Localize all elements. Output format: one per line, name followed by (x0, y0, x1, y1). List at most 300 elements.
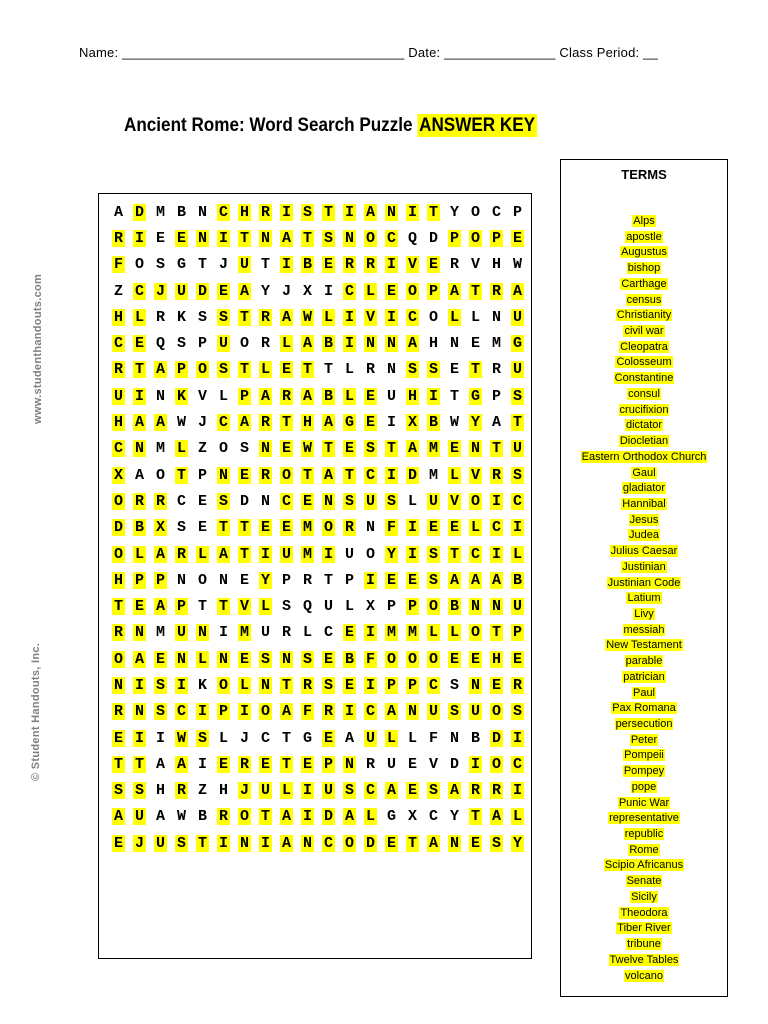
grid-cell (360, 225, 381, 251)
grid-letter: T (386, 440, 396, 458)
grid-letter: X (113, 466, 123, 484)
grid-cell (423, 252, 444, 278)
term-label: Jesus (629, 513, 659, 526)
grid-cell (192, 304, 213, 330)
grid-cell (465, 199, 486, 225)
term-label: Justinian Code (607, 576, 681, 589)
grid-cell (339, 646, 360, 672)
grid-letter: Y (260, 282, 270, 300)
grid-letter: R (281, 387, 291, 405)
grid-cell (108, 436, 129, 462)
grid-letter: R (365, 361, 375, 379)
grid-letter: O (218, 440, 228, 458)
grid-letter: Y (260, 571, 270, 589)
grid-letter: E (428, 256, 438, 274)
term-label: Julius Caesar (610, 545, 678, 558)
grid-letter: T (113, 598, 123, 616)
grid-letter: N (218, 571, 228, 589)
grid-letter: N (134, 624, 144, 642)
grid-cell (507, 541, 528, 567)
grid-letter: C (365, 703, 375, 721)
term-item (560, 858, 728, 874)
term-item (560, 403, 728, 419)
grid-letter: E (344, 676, 354, 694)
grid-cell (171, 778, 192, 804)
grid-cell (234, 278, 255, 304)
grid-cell (465, 804, 486, 830)
grid-cell (444, 830, 465, 856)
grid-letter: E (218, 755, 228, 773)
grid-letter: F (113, 256, 123, 274)
grid-cell (192, 199, 213, 225)
grid-cell (402, 830, 423, 856)
grid-letter: I (407, 519, 417, 537)
grid-letter: P (197, 466, 207, 484)
grid-letter: A (281, 808, 291, 826)
grid-letter: C (344, 282, 354, 300)
grid-cell (444, 593, 465, 619)
grid-letter: S (176, 519, 186, 537)
grid-cell (381, 804, 402, 830)
term-item (560, 371, 728, 387)
grid-cell (402, 330, 423, 356)
grid-letter: N (197, 624, 207, 642)
grid-cell (129, 199, 150, 225)
grid-cell (465, 488, 486, 514)
term-item (560, 340, 728, 356)
grid-cell (402, 462, 423, 488)
grid-letter: D (113, 519, 123, 537)
grid-cell (360, 646, 381, 672)
grid-letter: L (344, 387, 354, 405)
grid-letter: H (155, 782, 165, 800)
grid-cell (465, 725, 486, 751)
grid-letter: R (155, 308, 165, 326)
grid-cell (444, 515, 465, 541)
grid-cell (255, 672, 276, 698)
grid-cell (381, 515, 402, 541)
grid-cell (171, 278, 192, 304)
grid-cell (129, 830, 150, 856)
grid-letter: P (512, 624, 522, 642)
grid-letter: M (239, 624, 249, 642)
grid-letter: E (449, 361, 459, 379)
grid-cell (423, 462, 444, 488)
grid-cell (234, 672, 255, 698)
grid-letter: U (323, 782, 333, 800)
grid-cell (192, 567, 213, 593)
grid-letter: B (176, 203, 186, 221)
grid-cell (192, 778, 213, 804)
grid-letter: S (176, 834, 186, 852)
grid-cell (318, 778, 339, 804)
grid-letter: O (323, 519, 333, 537)
grid-letter: N (176, 571, 186, 589)
grid-cell (150, 225, 171, 251)
grid-letter: E (302, 492, 312, 510)
grid-cell (339, 409, 360, 435)
grid-letter: D (323, 808, 333, 826)
grid-letter: E (197, 519, 207, 537)
grid-cell (444, 672, 465, 698)
grid-cell (381, 778, 402, 804)
grid-letter: G (512, 335, 522, 353)
grid-cell (234, 646, 255, 672)
grid-cell (423, 567, 444, 593)
grid-cell (486, 409, 507, 435)
grid-cell (192, 725, 213, 751)
term-label: Punic War (618, 796, 670, 809)
term-label: Diocletian (619, 435, 669, 448)
grid-letter: R (365, 256, 375, 274)
grid-cell (507, 225, 528, 251)
grid-cell (150, 778, 171, 804)
term-item (560, 544, 728, 560)
grid-letter: I (281, 256, 291, 274)
grid-cell (297, 488, 318, 514)
grid-cell (381, 252, 402, 278)
grid-letter: S (323, 676, 333, 694)
grid-letter: L (197, 545, 207, 563)
grid-cell (150, 252, 171, 278)
grid-letter: B (134, 519, 144, 537)
grid-letter: T (323, 203, 333, 221)
grid-letter: R (113, 361, 123, 379)
grid-cell (402, 252, 423, 278)
grid-letter: C (407, 308, 417, 326)
grid-letter: A (344, 729, 354, 747)
grid-cell (108, 199, 129, 225)
grid-letter: C (113, 440, 123, 458)
grid-letter: A (302, 387, 312, 405)
term-label: Tiber River (617, 922, 671, 935)
grid-cell (423, 778, 444, 804)
grid-cell (486, 699, 507, 725)
grid-letter: E (218, 282, 228, 300)
grid-letter: J (155, 282, 165, 300)
grid-cell (234, 357, 255, 383)
grid-letter: O (113, 545, 123, 563)
grid-letter: C (281, 492, 291, 510)
grid-cell (171, 488, 192, 514)
grid-cell (192, 488, 213, 514)
grid-cell (276, 515, 297, 541)
grid-letter: S (428, 571, 438, 589)
grid-cell (465, 593, 486, 619)
grid-cell (318, 462, 339, 488)
grid-letter: T (239, 545, 249, 563)
grid-cell (150, 462, 171, 488)
grid-cell (318, 409, 339, 435)
grid-letter: O (407, 282, 417, 300)
grid-letter: T (239, 519, 249, 537)
grid-cell (129, 436, 150, 462)
grid-cell (171, 436, 192, 462)
grid-cell (192, 593, 213, 619)
term-label: Christianity (616, 309, 672, 322)
grid-letter: I (344, 335, 354, 353)
grid-letter: M (155, 203, 165, 221)
grid-letter: R (218, 808, 228, 826)
grid-cell (507, 725, 528, 751)
grid-letter: O (344, 834, 354, 852)
grid-letter: U (428, 492, 438, 510)
grid-letter: A (176, 755, 186, 773)
grid-cell (339, 620, 360, 646)
grid-cell (129, 515, 150, 541)
grid-cell (129, 567, 150, 593)
grid-letter: L (281, 335, 291, 353)
grid-cell (150, 620, 171, 646)
grid-letter: C (491, 519, 501, 537)
grid-cell (423, 409, 444, 435)
grid-cell (507, 357, 528, 383)
term-label: crucifixion (619, 403, 669, 416)
grid-letter: T (281, 755, 291, 773)
grid-letter: D (491, 729, 501, 747)
grid-letter: A (281, 703, 291, 721)
grid-cell (318, 330, 339, 356)
grid-letter: Z (197, 782, 207, 800)
grid-cell (381, 620, 402, 646)
grid-letter: L (407, 492, 417, 510)
grid-cell (360, 672, 381, 698)
grid-cell (150, 409, 171, 435)
grid-cell (129, 330, 150, 356)
grid-cell (402, 751, 423, 777)
grid-letter: P (323, 755, 333, 773)
grid-letter: A (491, 414, 501, 432)
grid-cell (129, 725, 150, 751)
grid-letter: T (302, 229, 312, 247)
grid-letter: E (407, 755, 417, 773)
grid-letter: L (428, 624, 438, 642)
grid-letter: E (449, 519, 459, 537)
term-label: Constantine (614, 372, 674, 385)
grid-cell (213, 778, 234, 804)
grid-cell (255, 541, 276, 567)
grid-cell (276, 462, 297, 488)
grid-cell (213, 357, 234, 383)
grid-cell (192, 751, 213, 777)
grid-cell (402, 383, 423, 409)
grid-letter: I (218, 624, 228, 642)
grid-letter: I (134, 676, 144, 694)
grid-cell (129, 778, 150, 804)
grid-letter: R (323, 703, 333, 721)
grid-cell (318, 620, 339, 646)
term-item (560, 277, 728, 293)
grid-cell (339, 672, 360, 698)
term-label: dictator (625, 419, 663, 432)
terms-heading: TERMS (621, 167, 667, 182)
grid-cell (444, 462, 465, 488)
grid-cell (192, 672, 213, 698)
grid-cell (213, 225, 234, 251)
grid-letter: T (197, 834, 207, 852)
grid-letter: A (428, 834, 438, 852)
grid-cell (171, 304, 192, 330)
grid-letter: B (302, 256, 312, 274)
grid-cell (360, 488, 381, 514)
grid-letter: E (512, 650, 522, 668)
grid-cell (318, 383, 339, 409)
grid-cell (423, 199, 444, 225)
grid-cell (402, 620, 423, 646)
grid-letter: A (449, 782, 459, 800)
grid-letter: S (491, 834, 501, 852)
grid-cell (213, 567, 234, 593)
grid-letter: P (281, 571, 291, 589)
grid-cell (276, 383, 297, 409)
grid-letter: S (344, 782, 354, 800)
grid-letter: E (512, 229, 522, 247)
term-item (560, 874, 728, 890)
grid-cell (507, 830, 528, 856)
grid-cell (234, 409, 255, 435)
page-title (124, 115, 537, 137)
grid-cell (213, 620, 234, 646)
grid-letter: R (491, 282, 501, 300)
grid-cell (402, 278, 423, 304)
grid-cell (444, 304, 465, 330)
grid-letter: L (134, 545, 144, 563)
grid-cell (465, 620, 486, 646)
grid-cell (507, 330, 528, 356)
grid-cell (486, 515, 507, 541)
term-item (560, 387, 728, 403)
grid-letter: T (323, 361, 333, 379)
grid-cell (381, 357, 402, 383)
grid-letter: A (113, 808, 123, 826)
grid-cell (486, 383, 507, 409)
grid-cell (150, 515, 171, 541)
grid-letter: B (428, 414, 438, 432)
grid-letter: D (428, 229, 438, 247)
grid-letter: N (281, 650, 291, 668)
grid-cell (255, 620, 276, 646)
grid-letter: L (260, 598, 270, 616)
grid-cell (444, 330, 465, 356)
grid-cell (276, 672, 297, 698)
grid-cell (360, 804, 381, 830)
grid-cell (129, 804, 150, 830)
grid-letter: O (239, 808, 249, 826)
grid-letter: W (176, 729, 186, 747)
grid-cell (213, 830, 234, 856)
grid-letter: T (218, 519, 228, 537)
grid-letter: R (344, 256, 354, 274)
grid-cell (213, 330, 234, 356)
grid-cell (402, 725, 423, 751)
grid-cell (234, 541, 255, 567)
grid-letter: A (407, 335, 417, 353)
term-label: Augustus (621, 246, 667, 259)
grid-cell (213, 725, 234, 751)
grid-cell (486, 436, 507, 462)
term-label: Eastern Orthodox Church (581, 450, 707, 463)
grid-letter: S (512, 466, 522, 484)
grid-letter: S (218, 308, 228, 326)
grid-cell (423, 830, 444, 856)
grid-cell (213, 672, 234, 698)
grid-letter: S (386, 492, 396, 510)
grid-letter: R (491, 361, 501, 379)
grid-letter: T (449, 545, 459, 563)
grid-cell (423, 278, 444, 304)
grid-letter: T (428, 203, 438, 221)
grid-letter: C (134, 282, 144, 300)
grid-cell (171, 252, 192, 278)
grid-cell (339, 304, 360, 330)
grid-cell (108, 567, 129, 593)
grid-cell (150, 383, 171, 409)
grid-cell (360, 383, 381, 409)
term-item (560, 434, 728, 450)
grid-letter: A (512, 282, 522, 300)
grid-cell (192, 620, 213, 646)
grid-cell (423, 304, 444, 330)
grid-cell (465, 357, 486, 383)
grid-letter: A (239, 282, 249, 300)
grid-letter: T (470, 808, 480, 826)
grid-letter: P (491, 387, 501, 405)
grid-letter: R (302, 676, 312, 694)
term-label: Carthage (621, 277, 667, 290)
grid-letter: P (197, 335, 207, 353)
grid-letter: O (386, 650, 396, 668)
term-item (560, 906, 728, 922)
grid-cell (402, 593, 423, 619)
grid-letter: T (344, 466, 354, 484)
grid-letter: L (218, 729, 228, 747)
grid-letter: E (176, 229, 186, 247)
grid-cell (108, 225, 129, 251)
grid-cell (402, 567, 423, 593)
grid-letter: T (323, 440, 333, 458)
grid-letter: L (344, 361, 354, 379)
grid-letter: N (491, 598, 501, 616)
term-label: Latium (627, 592, 661, 605)
grid-cell (507, 567, 528, 593)
grid-letter: T (239, 361, 249, 379)
grid-letter: L (449, 466, 459, 484)
grid-letter: I (386, 256, 396, 274)
grid-cell (465, 383, 486, 409)
grid-letter: B (512, 571, 522, 589)
grid-cell (297, 357, 318, 383)
grid-letter: S (302, 203, 312, 221)
grid-cell (234, 778, 255, 804)
grid-letter: L (323, 308, 333, 326)
grid-cell (171, 593, 192, 619)
term-label: volcano (625, 969, 663, 982)
term-label: patrician (623, 670, 665, 683)
grid-cell (360, 725, 381, 751)
grid-cell (234, 567, 255, 593)
grid-cell (234, 225, 255, 251)
grid-letter: G (386, 808, 396, 826)
grid-letter: N (197, 203, 207, 221)
grid-letter: V (470, 256, 480, 274)
grid-cell (486, 199, 507, 225)
grid-cell (381, 436, 402, 462)
grid-cell (507, 620, 528, 646)
grid-cell (444, 804, 465, 830)
grid-letter: U (239, 256, 249, 274)
grid-cell (297, 778, 318, 804)
grid-letter: R (281, 624, 291, 642)
